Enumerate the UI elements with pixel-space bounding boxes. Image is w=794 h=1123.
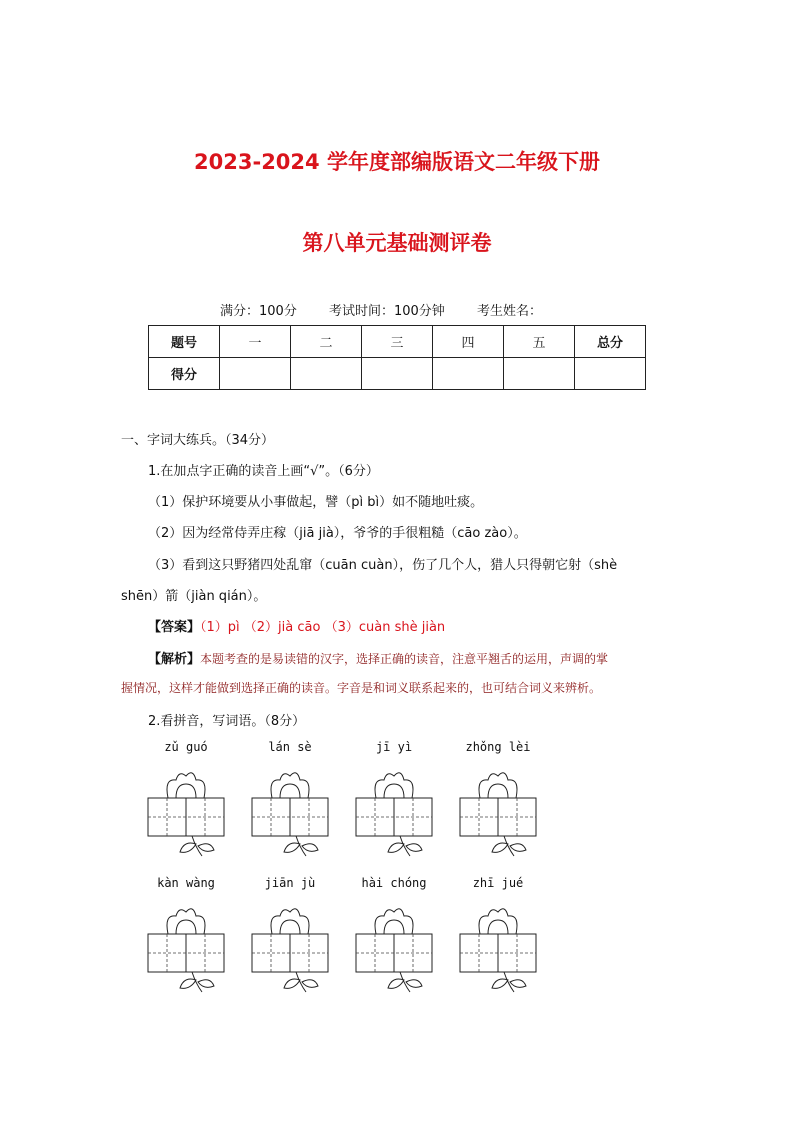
pinyin-label: jī yì xyxy=(375,740,413,754)
q1-item-2: （2）因为经常侍弄庄稼（jiā jià），爷爷的手很粗糙（cāo zào）。 xyxy=(148,526,527,541)
score-cell[interactable] xyxy=(504,358,575,390)
word-box[interactable] xyxy=(146,876,226,996)
title-line-2: 第八单元基础测评卷 xyxy=(302,231,492,255)
header-cell: 一 xyxy=(220,326,291,358)
word-box[interactable] xyxy=(250,740,330,860)
score-cell[interactable] xyxy=(362,358,433,390)
score-table-score-row xyxy=(149,358,646,390)
pinyin-label: zhǒng lèi xyxy=(465,740,531,754)
word-box[interactable] xyxy=(354,740,434,860)
student-name-label: 考生姓名： xyxy=(476,304,542,319)
header-cell: 二 xyxy=(291,326,362,358)
score-cell[interactable] xyxy=(291,358,362,390)
section-1-heading: 一、字词大练兵。（34分） xyxy=(121,433,275,448)
q1-answer xyxy=(148,616,445,635)
q1-item-1: （1）保护环境要从小事做起，譬（pì bì）如不随地吐痰。 xyxy=(148,495,484,510)
exam-info xyxy=(220,300,570,319)
score-cell[interactable] xyxy=(433,358,504,390)
analysis-label: 【解析】 xyxy=(148,652,201,667)
header-cell: 题号 xyxy=(149,326,220,358)
answer-label: 【答案】 xyxy=(148,620,201,635)
q1-analysis xyxy=(148,648,608,667)
pinyin-label: hài chóng xyxy=(361,876,427,890)
title-line-1: 2023-2024 学年度部编版语文二年级下册 xyxy=(194,150,600,174)
score-table-header-row xyxy=(149,326,646,358)
exam-time: 考试时间：100分钟 xyxy=(328,304,445,319)
word-box[interactable] xyxy=(458,876,538,996)
header-cell: 五 xyxy=(504,326,575,358)
full-score: 满分：100分 xyxy=(220,304,297,319)
q1-item-3a: （3）看到这只野猪四处乱窜（cuān cuàn），伤了几个人，猎人只得朝它射（shè xyxy=(148,558,618,573)
answer-text: （1）pì （2）jià cāo （3）cuàn shè jiàn xyxy=(200,620,446,635)
word-box[interactable] xyxy=(354,876,434,996)
analysis-text-2: 握情况，这样才能做到选择正确的读音。字音是和词义联系起来的，也可结合词义来辨析。 xyxy=(121,681,602,695)
pinyin-label: kàn wàng xyxy=(157,876,215,890)
pinyin-label: zhī jué xyxy=(472,876,524,890)
pinyin-label: lán sè xyxy=(268,740,312,754)
word-box[interactable] xyxy=(250,876,330,996)
header-cell: 总分 xyxy=(575,326,646,358)
header-cell: 三 xyxy=(362,326,433,358)
pinyin-label: jiān jù xyxy=(264,876,316,890)
q1-item-3b: shēn）箭（jiàn qián）。 xyxy=(121,589,267,604)
word-box[interactable] xyxy=(146,740,226,860)
analysis-text-1: 本题考查的是易读错的汉字，选择正确的读音，注意平翘舌的运用，声调的掌 xyxy=(200,652,609,666)
header-cell: 四 xyxy=(433,326,504,358)
q1-prompt: 1.在加点字正确的读音上画“√”。（6分） xyxy=(148,464,379,479)
row-label: 得分 xyxy=(149,358,220,390)
score-cell[interactable] xyxy=(220,358,291,390)
pinyin-label: zǔ guó xyxy=(164,740,208,754)
score-table xyxy=(148,325,646,390)
word-box[interactable] xyxy=(458,740,538,860)
q2-prompt: 2.看拼音，写词语。（8分） xyxy=(148,714,306,729)
score-cell[interactable] xyxy=(575,358,646,390)
